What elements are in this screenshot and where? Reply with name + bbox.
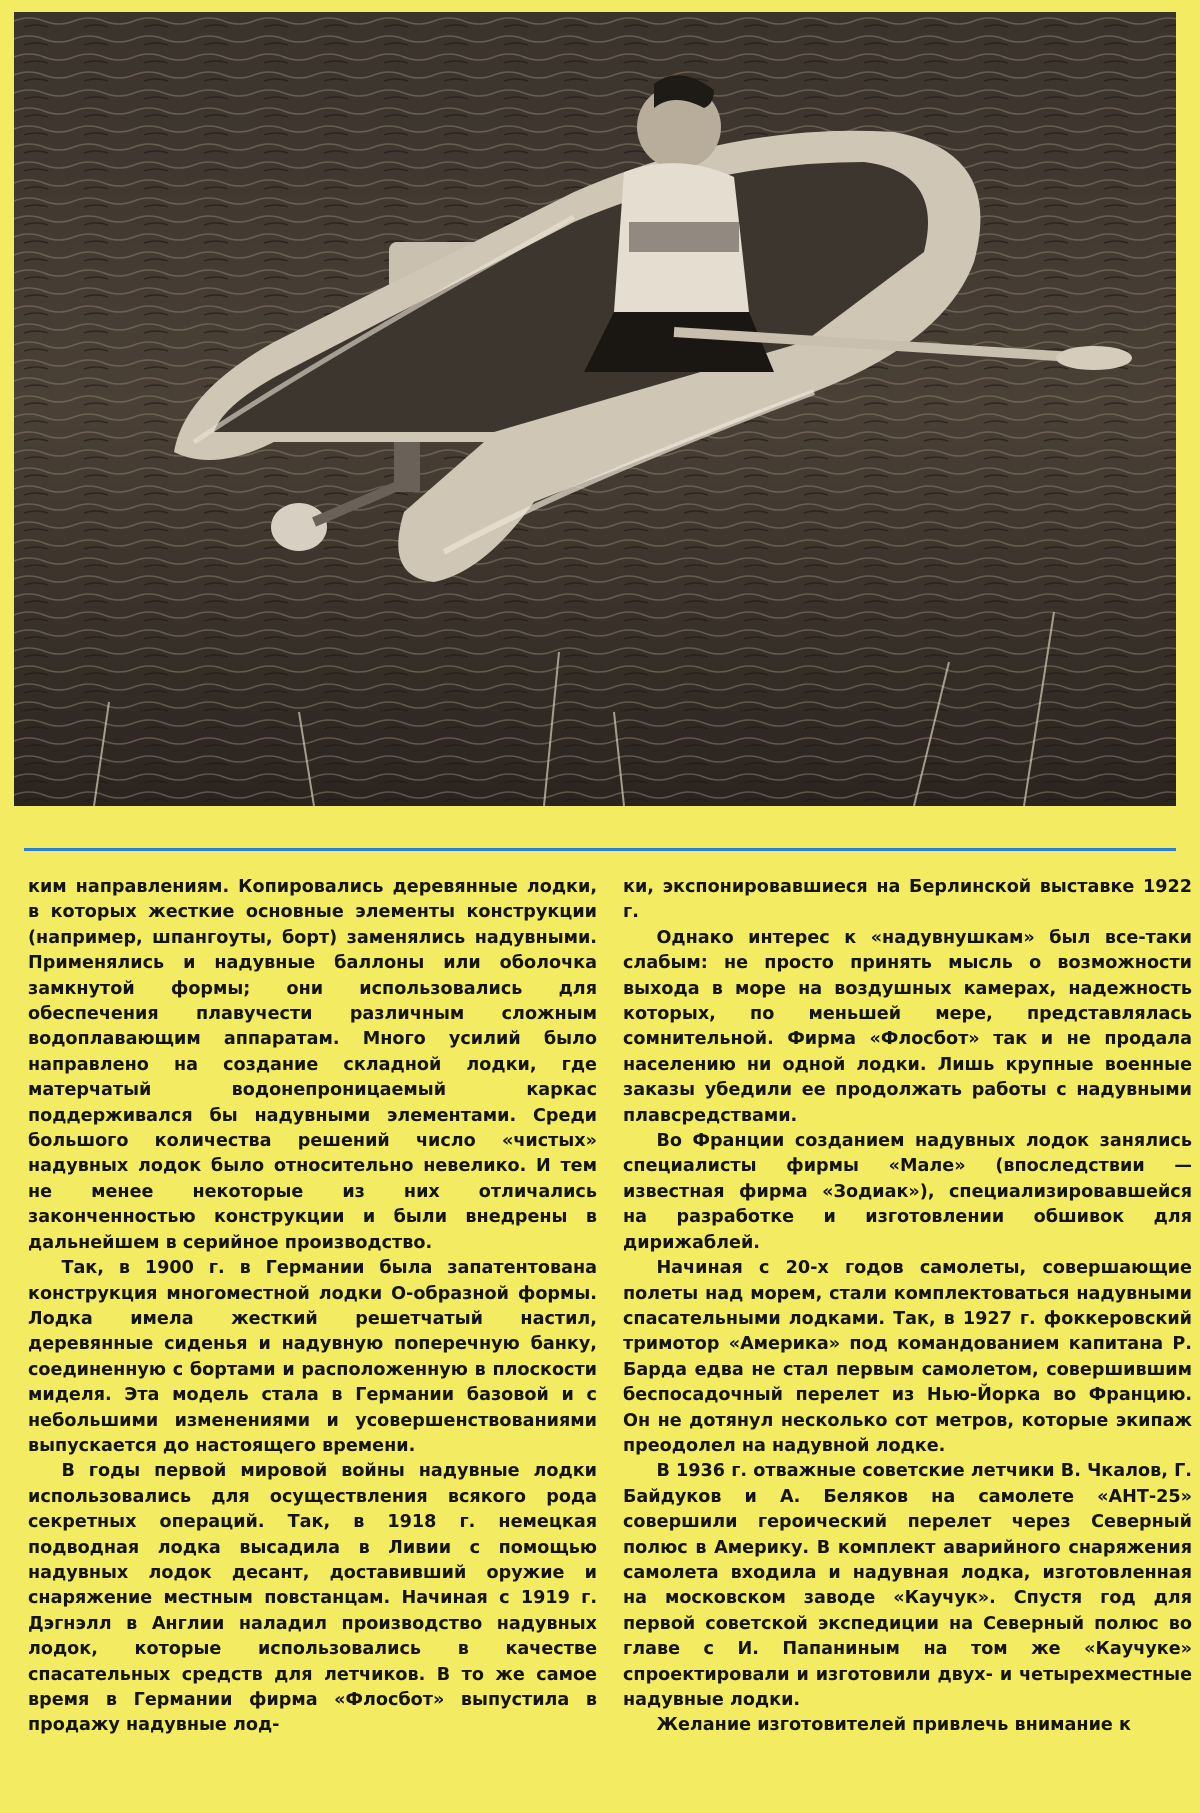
article-column-right <box>623 875 1192 1805</box>
divider-rule <box>24 848 1176 851</box>
paragraph: Желание изготовителей привлечь внимание к <box>656 1715 1131 1736</box>
boat-photo <box>14 12 1176 806</box>
paragraph: Однако интерес к «надувнушкам» был все-таки слабым: не просто принять мысль о возможности выхода в море на воздушных камерах, надежность которых, по меньшей мере, представлялась сомнительной. Фирма «Флосбот» так и не продала населению ни одной лодки. Лишь крупные военные заказы убедили ее продолжать работы с надувными плавсредствами. <box>623 927 1192 1126</box>
paragraph: Начиная с 20-х годов самолеты, совершающие полеты над морем, стали комплектоваться надувными спасательными лодками. Так, в 1927 г. фоккеровский тримотор «Америка» под командованием капитана Р. Барда едва не стал первым самолетом, совершившим беспосадочный перелет из Нью-Йорка во Францию. Он не дотянул несколько сот метров, которые экипаж преодолел на надувной лодке. <box>623 1258 1192 1456</box>
paragraph: Во Франции созданием надувных лодок занялись специалисты фирмы «Мале» (впоследствии — известная фирма «Зодиак»), специализировавшейся на разработке и изготовлении обшивок для дирижаблей. <box>623 1131 1192 1253</box>
paragraph: Так, в 1900 г. в Германии была запатентована конструкция многоместной лодки О-образной формы. Лодка имела жесткий решетчатый настил, деревянные сиденья и надувную поперечную банку, соединенную с бортами и расположенную в плоскости миделя. Эта модель стала в Германии базовой и с небольшими изменениями и усовершенствованиями выпускается до настоящего времени. <box>28 1258 597 1456</box>
paragraph: В годы первой мировой войны надувные лодки использовались для осуществления всякого рода секретных операций. Так, в 1918 г. немецкая подводная лодка высадила в Ливии с помощью надувных лодок десант, доставивший оружие и снаряжение местным повстанцам. Начиная с 1919 г. Дэгнэлл в Англии наладил производство надувных лодок, которые использовались в качестве спасательных средств для летчиков. В то же самое время в Германии фирма «Флосбот» выпустила в продажу надувные лод- <box>28 1461 597 1736</box>
paragraph: ки, экспонировавшиеся на Берлинской выставке 1922 г. <box>623 877 1192 923</box>
paragraph: В 1936 г. отважные советские летчики В. Чкалов, Г. Байдуков и А. Беляков на самолете «АНТ-25» совершили героический перелет через Северный полюс в Америку. В комплект аварийного снаряжения самолета входила и надувная лодка, изготовленная на московском заводе «Каучук». Спустя год для первой советской экспедиции на Северный полюс во главе с И. Папаниным на том же «Каучуке» спроектировали и изготовили двух- и четырехместные надувные лодки. <box>623 1461 1192 1710</box>
paragraph: ким направлениям. Копировались деревянные лодки, в которых жесткие основные элементы конструкции (например, шпангоуты, борт) заменялись надувными. Применялись и надувные баллоны или оболочка замкнутой формы; они использовались для обеспечения плавучести различным сложным водоплавающим аппаратам. Много усилий было направлено на создание складной лодки, где матерчатый водонепроницаемый каркас поддерживался бы надувными элементами. Среди большого количества решений число «чистых» надувных лодок было относительно невелико. И тем не менее некоторые из них отличались законченностью конструкции и были внедрены в дальнейшем в серийное производство. <box>28 877 597 1253</box>
article-columns <box>28 875 1192 1805</box>
article-column-left <box>28 875 597 1805</box>
inflatable-boat-photo-icon <box>14 12 1176 806</box>
